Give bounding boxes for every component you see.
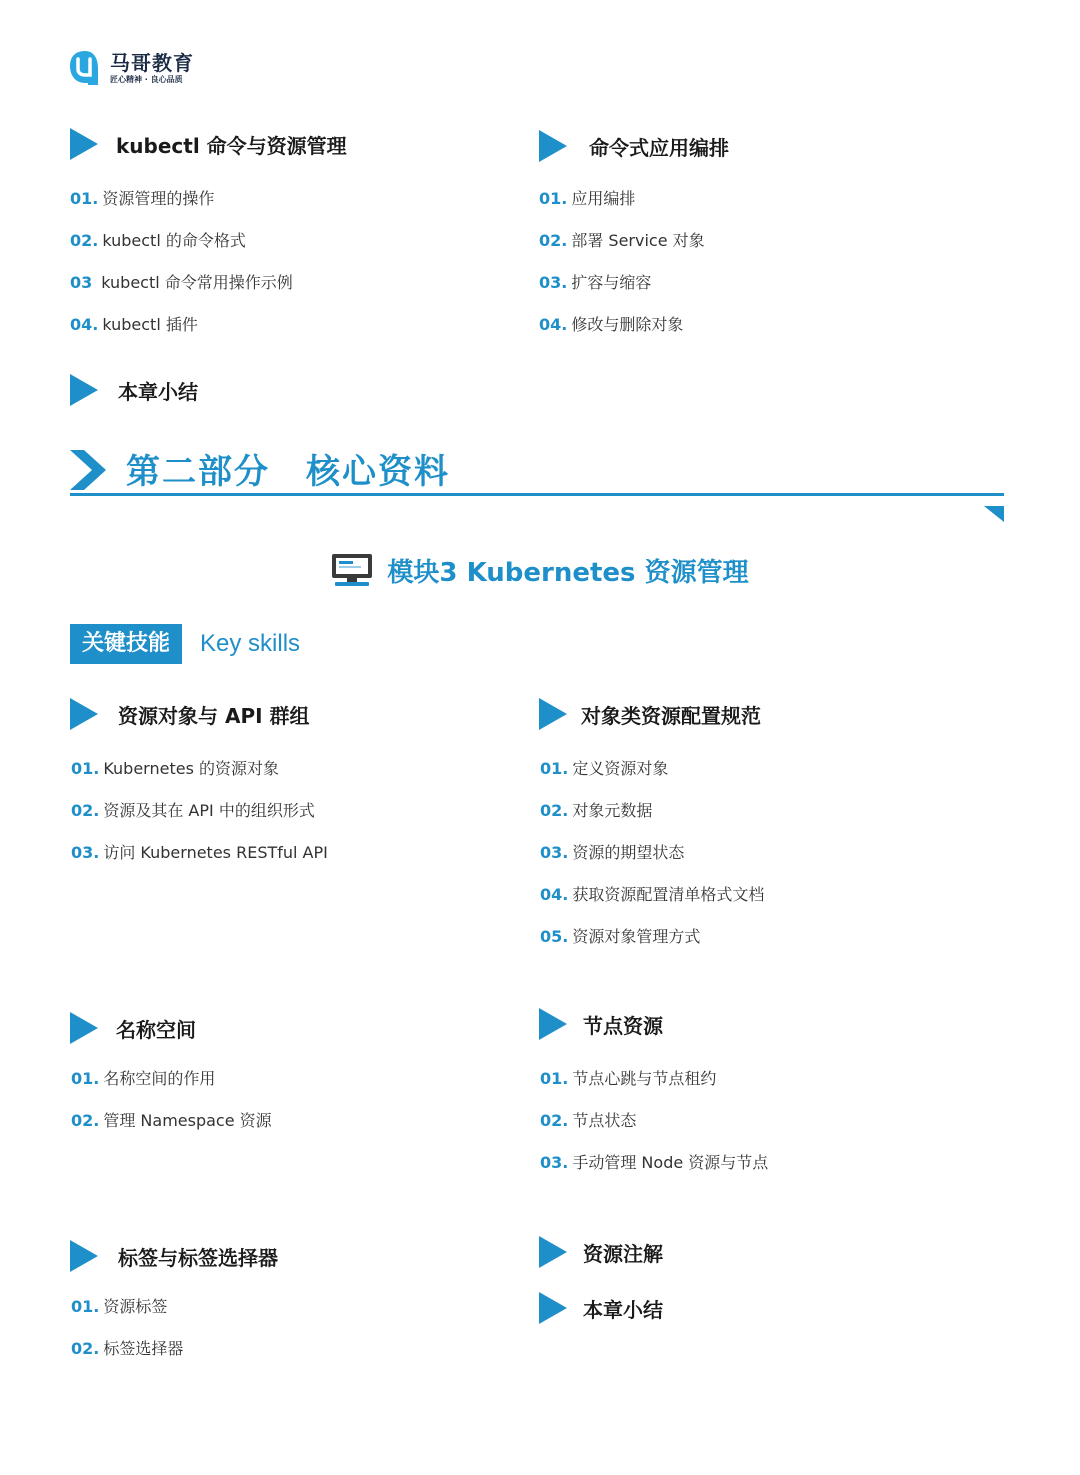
item-text: 应用编排: [571, 189, 636, 208]
item-number: 03: [70, 273, 93, 292]
section-title: 资源对象与 API 群组: [118, 703, 310, 728]
section-kubectl-heading: [70, 124, 347, 164]
section-annotations-heading: [539, 1232, 663, 1272]
logo-name: 马哥教育: [110, 50, 194, 75]
section-summary-1-heading: [70, 370, 198, 410]
section-title: 对象类资源配置规范: [581, 703, 761, 728]
item-text: 标签选择器: [103, 1339, 184, 1358]
item-text: 资源标签: [103, 1297, 168, 1316]
item-text: 资源及其在 API 中的组织形式: [103, 801, 315, 820]
item-text: 扩容与缩容: [571, 273, 652, 292]
triangle-bullet-icon: [539, 698, 567, 730]
item-text: 资源对象管理方式: [572, 927, 701, 946]
list-item: [539, 186, 705, 228]
list-item: [540, 840, 764, 882]
item-number: 02.: [540, 801, 569, 820]
item-number: 04.: [539, 315, 568, 334]
item-number: 02.: [71, 1111, 100, 1130]
item-number: 01.: [71, 1069, 100, 1088]
list-item: [71, 1294, 183, 1336]
item-text: 手动管理 Node 资源与节点: [572, 1153, 769, 1172]
computer-monitor-icon: [331, 553, 373, 587]
triangle-bullet-icon: [539, 1236, 567, 1268]
list-item: [539, 312, 705, 354]
item-text: 访问 Kubernetes RESTful API: [103, 843, 328, 862]
section-title: 节点资源: [583, 1013, 663, 1038]
logo-slogan: 匠心精神 · 良心品质: [110, 74, 183, 84]
item-text: 节点心跳与节点租约: [572, 1069, 717, 1088]
item-text: kubectl 的命令格式: [102, 231, 246, 250]
item-number: 03.: [540, 843, 569, 862]
triangle-bullet-icon: [539, 1292, 567, 1324]
item-number: 02.: [540, 1111, 569, 1130]
item-number: 04.: [70, 315, 99, 334]
triangle-bullet-icon: [70, 698, 98, 730]
list-item: [539, 228, 705, 270]
item-text: 获取资源配置清单格式文档: [572, 885, 765, 904]
section-kubectl-list: [70, 186, 293, 354]
item-text: Kubernetes 的资源对象: [103, 759, 280, 778]
section-namespace-heading: [70, 1008, 196, 1048]
item-number: 02.: [70, 231, 99, 250]
section-node-heading: [539, 1004, 663, 1044]
section-api-groups-heading: [70, 694, 310, 734]
item-number: 01.: [539, 189, 568, 208]
item-number: 05.: [540, 927, 569, 946]
item-text: kubectl 插件: [102, 315, 198, 334]
section-labels-list: [71, 1294, 183, 1378]
item-number: 04.: [540, 885, 569, 904]
item-number: 02.: [539, 231, 568, 250]
item-number: 03.: [71, 843, 100, 862]
item-text: 节点状态: [572, 1111, 637, 1130]
list-item: [71, 1066, 272, 1108]
list-item: [71, 756, 328, 798]
item-number: 01.: [71, 759, 100, 778]
section-summary-2-heading: [539, 1288, 663, 1328]
section-title: 命令式应用编排: [589, 135, 729, 160]
triangle-bullet-icon: [70, 128, 98, 160]
triangle-bullet-icon: [70, 1012, 98, 1044]
chevron-right-icon: [70, 450, 108, 490]
list-item: [70, 270, 293, 312]
list-item: [540, 1108, 768, 1150]
item-number: 01.: [71, 1297, 100, 1316]
module-title: 模块3 Kubernetes 资源管理: [387, 557, 749, 588]
section-title: 本章小结: [118, 379, 198, 404]
item-text: 管理 Namespace 资源: [103, 1111, 272, 1130]
key-skills-cn: 关键技能: [70, 624, 182, 664]
logo-mark-icon: [68, 49, 102, 87]
list-item: [539, 270, 705, 312]
item-text: 部署 Service 对象: [571, 231, 705, 250]
list-item: [71, 1108, 272, 1150]
list-item: [540, 1066, 768, 1108]
key-skills-en: Key skills: [200, 630, 301, 657]
item-text: 修改与删除对象: [571, 315, 684, 334]
part-banner: [70, 444, 1004, 524]
item-text: 资源管理的操作: [102, 189, 215, 208]
item-number: 02.: [71, 801, 100, 820]
section-title: kubectl 命令与资源管理: [116, 133, 347, 158]
section-title: 资源注解: [583, 1241, 663, 1266]
section-title: 本章小结: [583, 1297, 663, 1322]
list-item: [70, 228, 293, 270]
item-number: 03.: [539, 273, 568, 292]
list-item: [71, 1336, 183, 1378]
item-number: 03.: [540, 1153, 569, 1172]
key-skills-label: [70, 624, 300, 664]
section-config-spec-heading: [539, 694, 761, 734]
corner-triangle-icon: [984, 506, 1004, 522]
triangle-bullet-icon: [70, 374, 98, 406]
item-text: 对象元数据: [572, 801, 653, 820]
section-api-groups-list: [71, 756, 328, 882]
item-text: 定义资源对象: [572, 759, 669, 778]
item-number: 01.: [540, 759, 569, 778]
section-labels-heading: [70, 1236, 278, 1276]
item-number: 01.: [70, 189, 99, 208]
section-node-list: [540, 1066, 768, 1192]
list-item: [70, 312, 293, 354]
triangle-bullet-icon: [70, 1240, 98, 1272]
brand-logo: [68, 48, 194, 88]
list-item: [540, 924, 764, 966]
triangle-bullet-icon: [539, 130, 567, 162]
section-title: 标签与标签选择器: [118, 1245, 278, 1270]
section-title: 名称空间: [116, 1017, 196, 1042]
item-text: 名称空间的作用: [103, 1069, 216, 1088]
part-divider: [70, 493, 1004, 496]
item-number: 01.: [540, 1069, 569, 1088]
part-title: 第二部分 核心资料: [126, 452, 450, 492]
item-text: 资源的期望状态: [572, 843, 685, 862]
list-item: [71, 798, 328, 840]
section-config-spec-list: [540, 756, 764, 966]
list-item: [540, 798, 764, 840]
section-imperative-heading: [539, 126, 729, 166]
list-item: [540, 756, 764, 798]
section-namespace-list: [71, 1066, 272, 1150]
module-heading: [0, 550, 1080, 590]
list-item: [71, 840, 328, 882]
triangle-bullet-icon: [539, 1008, 567, 1040]
section-imperative-list: [539, 186, 705, 354]
list-item: [70, 186, 293, 228]
item-number: 02.: [71, 1339, 100, 1358]
list-item: [540, 882, 764, 924]
item-text: kubectl 命令常用操作示例: [101, 273, 293, 292]
list-item: [540, 1150, 768, 1192]
